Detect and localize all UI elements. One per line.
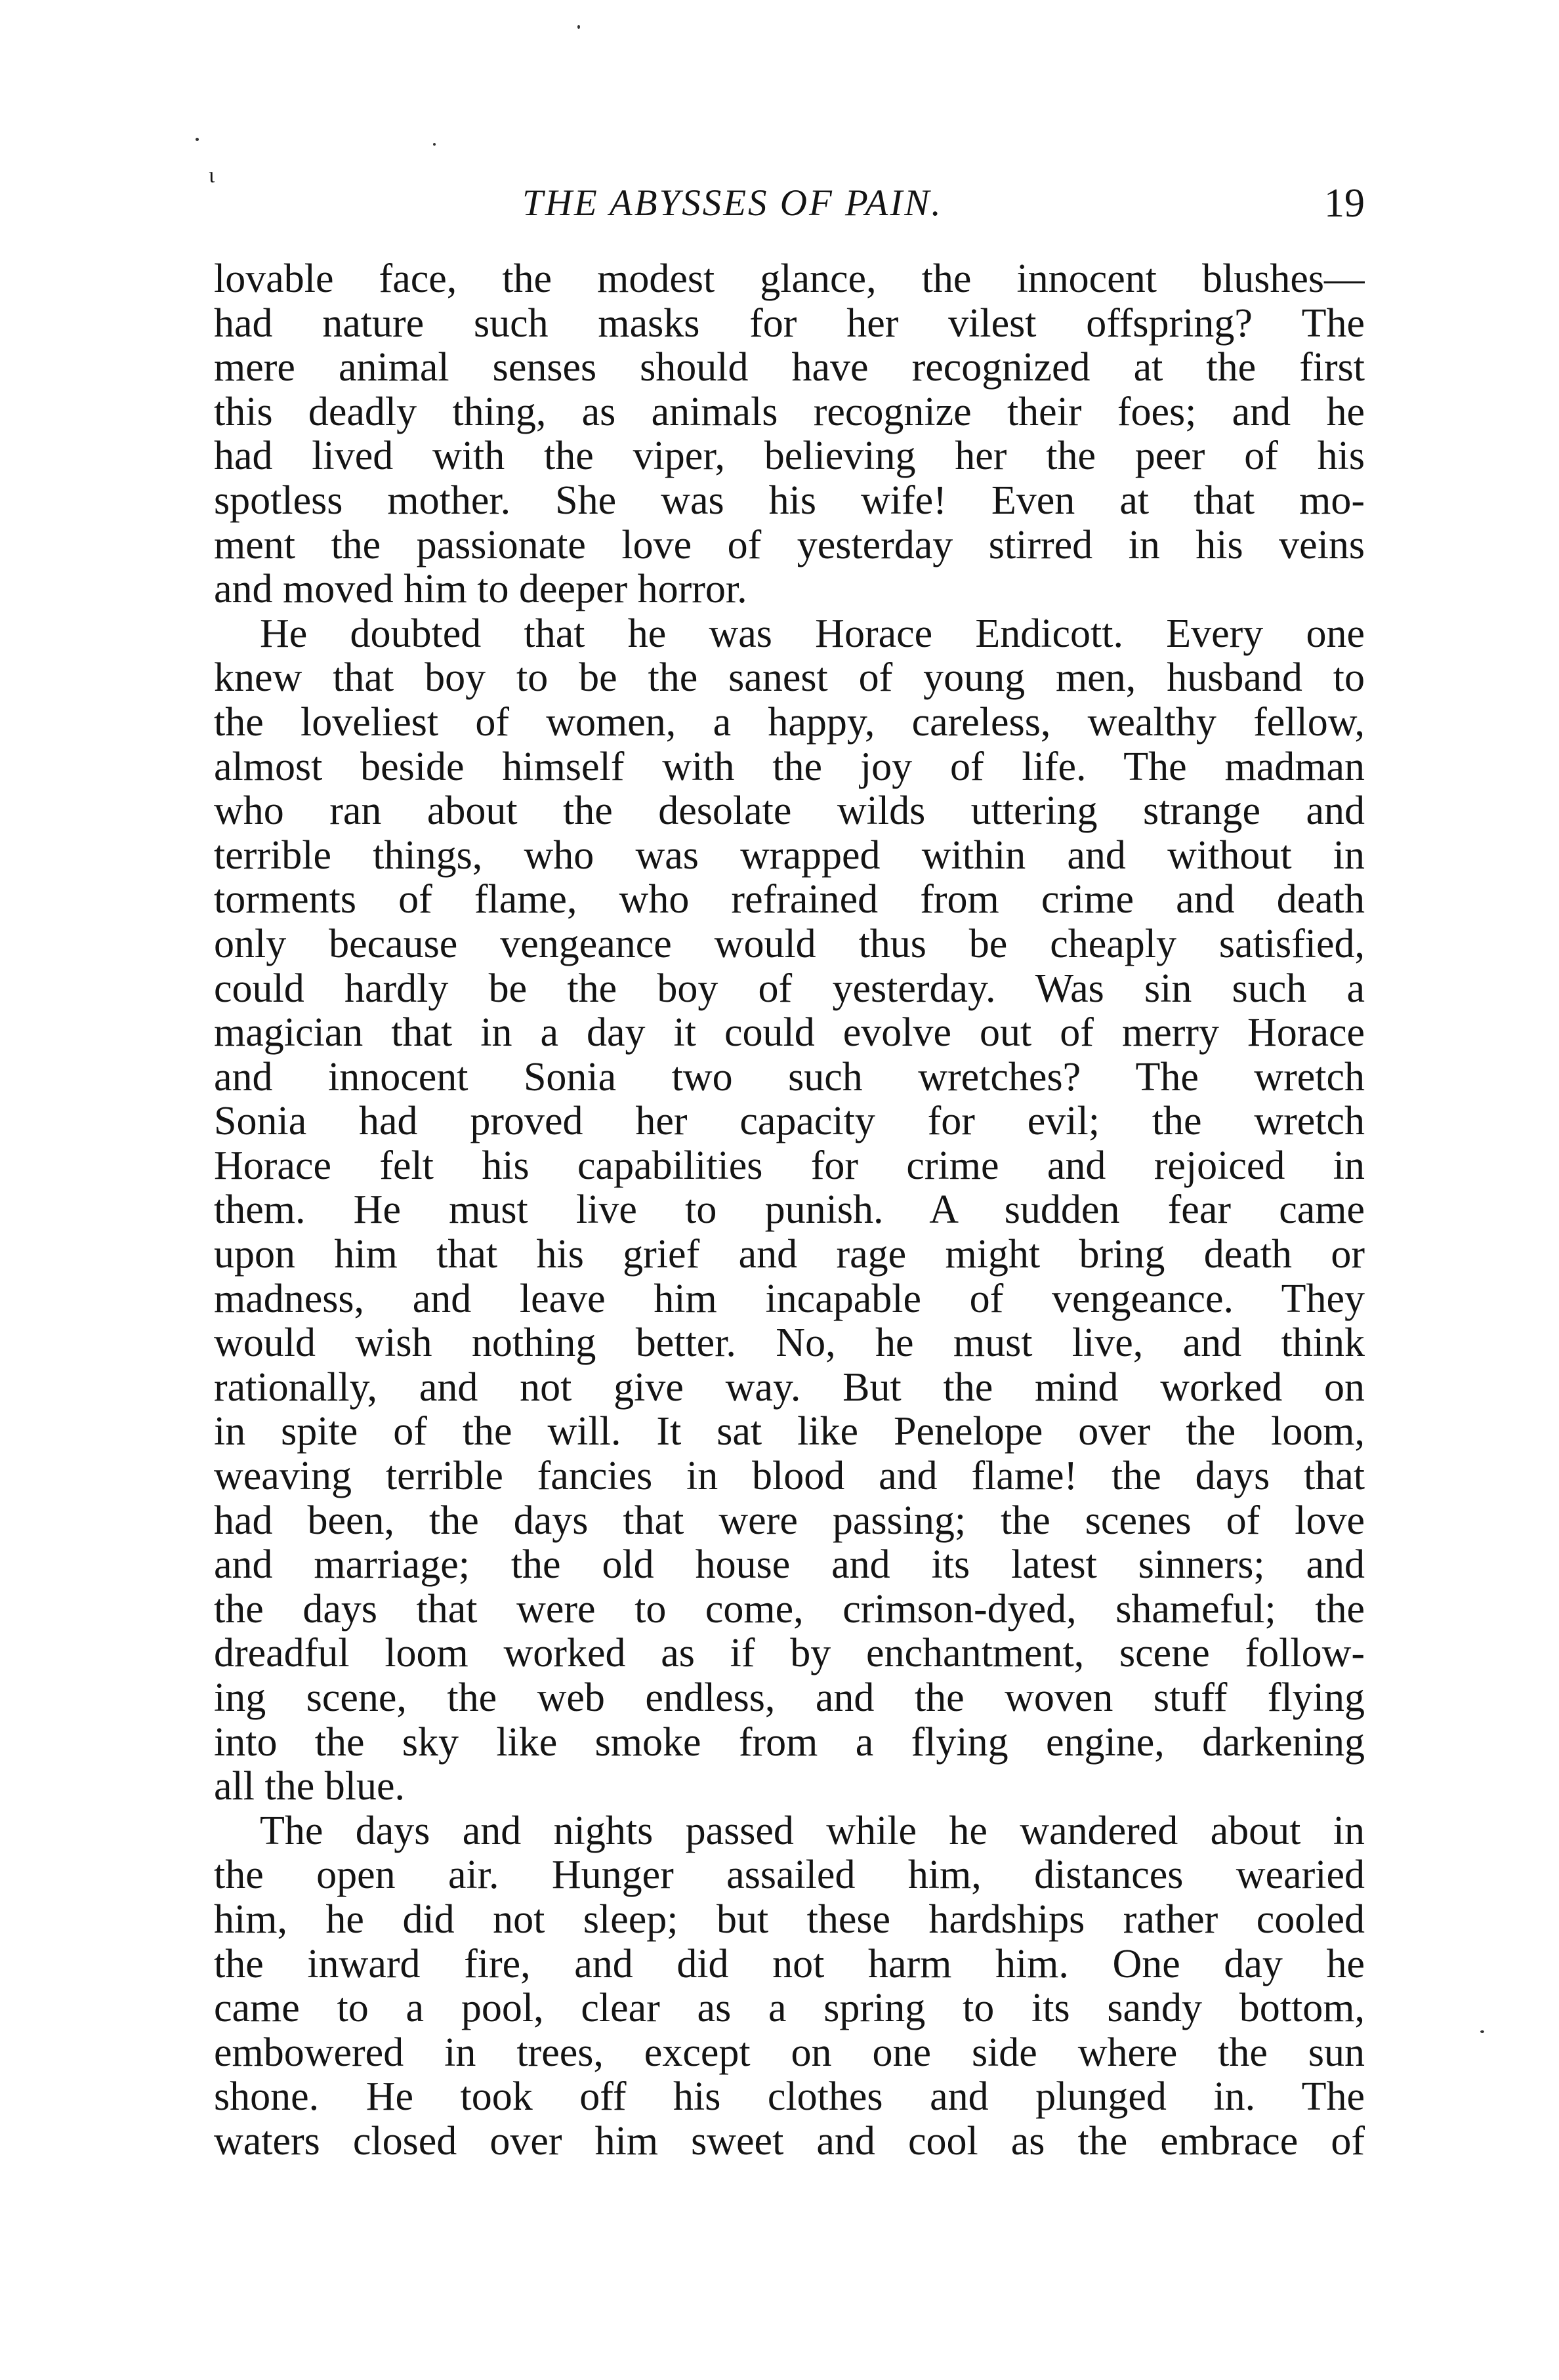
text-line: dreadful loom worked as if by enchantment, scene follow- [214, 1631, 1365, 1676]
text-line: embowered in trees, except on one side where the sun [214, 2030, 1365, 2075]
text-line: could hardly be the boy of yesterday. Was sin such a [214, 966, 1365, 1011]
ink-speck [577, 25, 580, 29]
text-line: ment the passionate love of yesterday stirred in his veins [214, 523, 1365, 567]
text-line: the loveliest of women, a happy, careless, wealthy fellow, [214, 700, 1365, 745]
text-line: in spite of the will. It sat like Penelope over the loom, [214, 1410, 1365, 1454]
text-line: the days that were to come, crimson-dyed, shameful; the [214, 1587, 1365, 1631]
page-number: 19 [1324, 181, 1365, 226]
text-line: terrible things, who was wrapped within and without in [214, 833, 1365, 878]
text-line: ing scene, the web endless, and the woven stuff flying [214, 1676, 1365, 1720]
text-line: weaving terrible fancies in blood and flame! the days that [214, 1454, 1365, 1499]
paragraph [214, 612, 1365, 1809]
text-line: Horace felt his capabilities for crime and rejoiced in [214, 1143, 1365, 1188]
text-line: madness, and leave him incapable of vengeance. They [214, 1277, 1365, 1321]
body-text [214, 257, 1365, 2164]
text-line: almost beside himself with the joy of life. The madman [214, 745, 1365, 789]
text-line: the inward fire, and did not harm him. One day he [214, 1942, 1365, 1986]
text-line: them. He must live to punish. A sudden fear came [214, 1188, 1365, 1233]
text-line: lovable face, the modest glance, the innocent blushes— [214, 257, 1365, 301]
text-line: rationally, and not give way. But the mind worked on [214, 1365, 1365, 1410]
text-line: torments of flame, who refrained from crime and death [214, 878, 1365, 922]
text-line: magician that in a day it could evolve out of merry Horace [214, 1011, 1365, 1056]
text-line: shone. He took off his clothes and plunged in. The [214, 2075, 1365, 2120]
ink-speck [433, 143, 436, 146]
text-line: knew that boy to be the sanest of young men, husband to [214, 656, 1365, 701]
text-line: had lived with the viper, believing her the peer of his [214, 434, 1365, 479]
text-line: Sonia had proved her capacity for evil; the wretch [214, 1099, 1365, 1144]
text-line: and marriage; the old house and its latest sinners; and [214, 1543, 1365, 1588]
paragraph [214, 1809, 1365, 2164]
text-line: spotless mother. She was his wife! Even at that mo- [214, 478, 1365, 523]
text-line: had nature such masks for her vilest offspring? The [214, 301, 1365, 346]
text-line: who ran about the desolate wilds uttering strange and [214, 789, 1365, 834]
text-line: He doubted that he was Horace Endicott. Every one [260, 611, 1365, 656]
text-line: and innocent Sonia two such wretches? The wretch [214, 1055, 1365, 1099]
text-line: and moved him to deeper horror. [214, 567, 747, 612]
text-line: mere animal senses should have recognized at the first [214, 346, 1365, 390]
text-line: this deadly thing, as animals recognize their foes; and he [214, 390, 1365, 434]
page-header [214, 177, 1365, 230]
text-line: into the sky like smoke from a flying engine, darkening [214, 1720, 1365, 1765]
ink-speck [1480, 2030, 1484, 2033]
text-line: would wish nothing better. No, he must live, and think [214, 1321, 1365, 1366]
text-line: only because vengeance would thus be cheaply satisfied, [214, 922, 1365, 966]
paragraph [214, 257, 1365, 612]
text-line: The days and nights passed while he wandered about in [260, 1809, 1365, 1853]
text-line: upon him that his grief and rage might bring death or [214, 1233, 1365, 1277]
text-line: had been, the days that were passing; the scenes of love [214, 1498, 1365, 1543]
running-title: THE ABYSSES OF PAIN. [522, 182, 943, 224]
margin-mark: ɩ [209, 163, 215, 188]
text-line: the open air. Hunger assailed him, distances wearied [214, 1853, 1365, 1898]
text-line: waters closed over him sweet and cool as the embrace of [214, 2119, 1365, 2164]
text-line: him, he did not sleep; but these hardships rather cooled [214, 1897, 1365, 1942]
text-line: all the blue. [214, 1765, 405, 1809]
ink-speck [196, 138, 199, 141]
text-line: came to a pool, clear as a spring to its sandy bottom, [214, 1986, 1365, 2031]
